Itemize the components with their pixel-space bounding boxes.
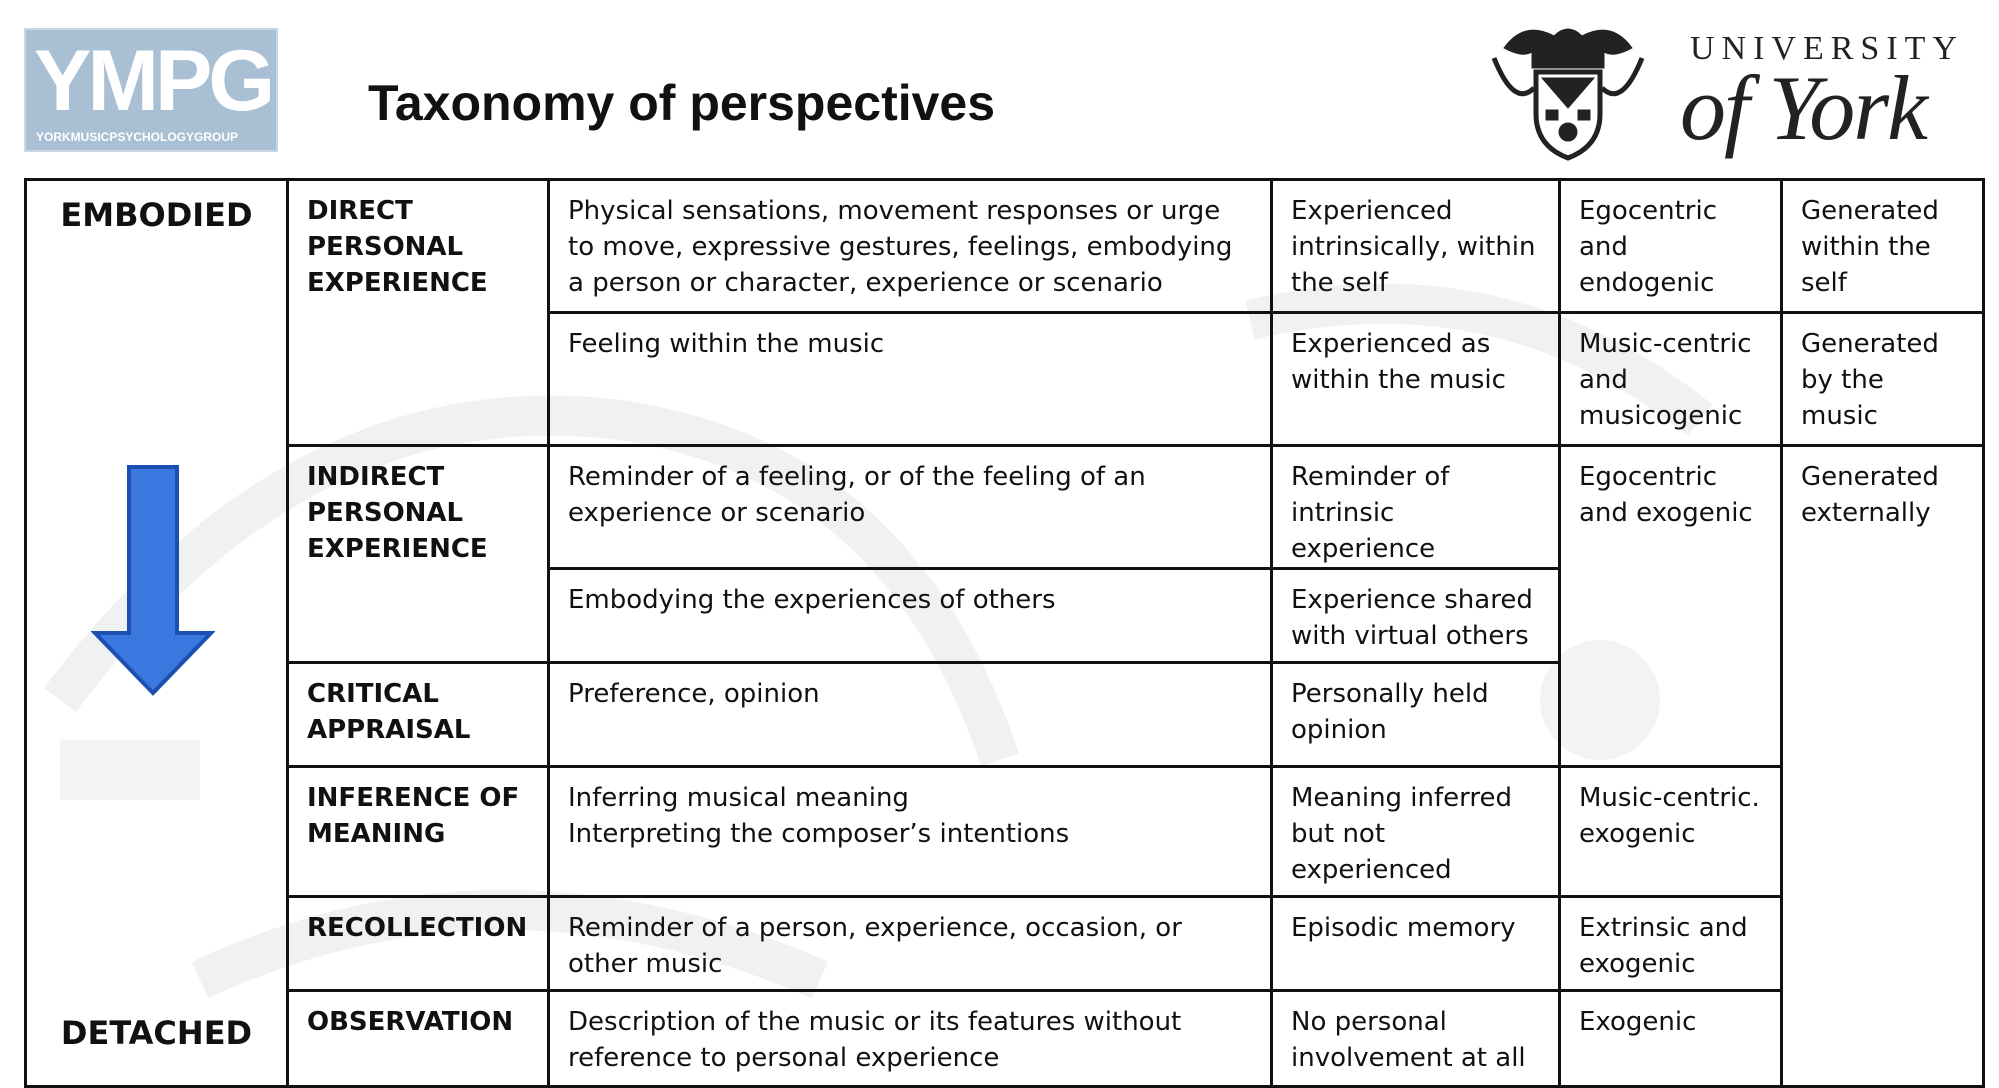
row-experience: Meaning inferred but not experienced	[1272, 767, 1560, 897]
scale-top-label: EMBODIED	[60, 196, 253, 234]
ympg-logo-mark: YMPG	[34, 33, 272, 129]
level-observation: OBSERVATION	[288, 991, 549, 1087]
row-description: Physical sensations, movement responses or urge to move, expressive gestures, feelings, embodying a person or character, experience or scenario	[549, 180, 1272, 313]
description-line: Inferring musical meaning	[568, 783, 909, 813]
university-script: of York	[1680, 57, 1926, 159]
row-centricity: Music-centric and musicogenic	[1560, 313, 1782, 446]
row-experience: Experienced as within the music	[1272, 313, 1560, 446]
taxonomy-table	[24, 178, 1985, 1088]
row-experience: Personally held opinion	[1272, 663, 1560, 767]
row-description	[549, 767, 1272, 897]
university-wordmark: UNIVERSITY	[1690, 30, 1964, 67]
row-source: Generated by the music	[1782, 313, 1984, 446]
university-crest-icon	[1484, 18, 1652, 162]
row-centricity: Egocentric and endogenic	[1560, 180, 1782, 313]
scale-column	[26, 180, 288, 1087]
row-description: Feeling within the music	[549, 313, 1272, 446]
row-source: Generated externally	[1782, 446, 1984, 1087]
row-centricity: Egocentric and exogenic	[1560, 446, 1782, 767]
ympg-logo-caption: YORKMUSICPSYCHOLOGYGROUP	[36, 130, 239, 144]
row-description: Description of the music or its features without reference to personal experience	[549, 991, 1272, 1087]
row-experience: Experience shared with virtual others	[1272, 569, 1560, 663]
row-description: Preference, opinion	[549, 663, 1272, 767]
level-indirect: INDIRECT PERSONAL EXPERIENCE	[288, 446, 549, 663]
level-direct: DIRECT PERSONAL EXPERIENCE	[288, 180, 549, 446]
row-centricity: Music-centric. exogenic	[1560, 767, 1782, 897]
row-centricity: Exogenic	[1560, 991, 1782, 1087]
ympg-logo	[24, 28, 278, 152]
level-critical: CRITICAL APPRAISAL	[288, 663, 549, 767]
row-experience: Experienced intrinsically, within the self	[1272, 180, 1560, 313]
scale-bottom-label: DETACHED	[60, 1014, 253, 1052]
level-recollection: RECOLLECTION	[288, 897, 549, 991]
row-experience: Reminder of intrinsic experience	[1272, 446, 1560, 569]
row-source: Generated within the self	[1782, 180, 1984, 313]
row-description: Reminder of a feeling, or of the feeling of an experience or scenario	[549, 446, 1272, 569]
row-description: Reminder of a person, experience, occasion, or other music	[549, 897, 1272, 991]
page-title: Taxonomy of perspectives	[368, 75, 996, 131]
row-centricity: Extrinsic and exogenic	[1560, 897, 1782, 991]
row-experience: Episodic memory	[1272, 897, 1560, 991]
description-line: Interpreting the composer’s intentions	[568, 819, 1070, 849]
row-description: Embodying the experiences of others	[549, 569, 1272, 663]
arrow-down-icon	[91, 465, 215, 697]
row-experience: No personal involvement at all	[1272, 991, 1560, 1087]
level-inference: INFERENCE OF MEANING	[288, 767, 549, 897]
